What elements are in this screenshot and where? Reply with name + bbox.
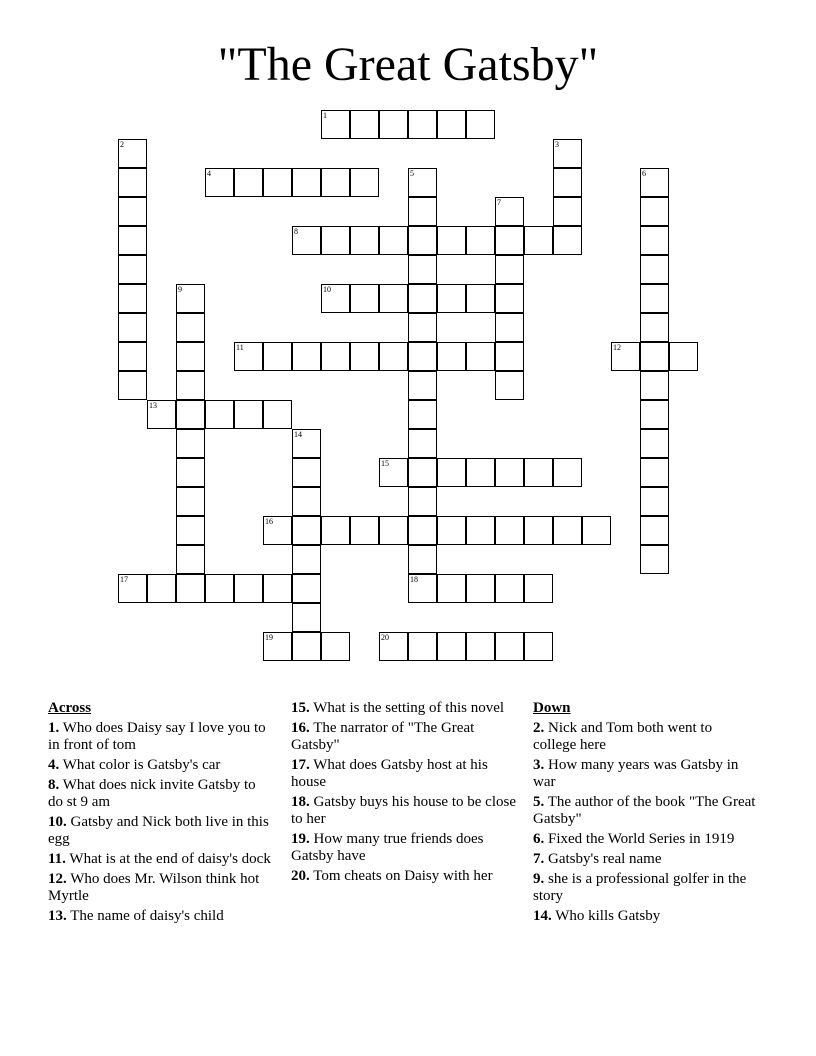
clue-text: Nick and Tom both went to college here	[533, 720, 713, 753]
clue-number: 7	[497, 198, 501, 207]
grid-cell[interactable]	[640, 371, 669, 400]
across-clues-continued	[291, 700, 517, 888]
down-clue	[533, 720, 759, 754]
grid-cell[interactable]	[118, 168, 147, 197]
grid-cell[interactable]	[408, 574, 437, 603]
grid-cell[interactable]	[524, 458, 553, 487]
grid-cell[interactable]	[495, 516, 524, 545]
grid-cell[interactable]	[234, 168, 263, 197]
grid-cell[interactable]	[553, 197, 582, 226]
grid-cell[interactable]	[640, 284, 669, 313]
clue-text: she is a professional golfer in the story	[533, 871, 747, 904]
clue-text: Who does Daisy say I love you to in front of tom	[48, 720, 266, 753]
grid-cell[interactable]	[292, 545, 321, 574]
clue-text: The author of the book "The Great Gatsby"	[533, 794, 756, 827]
grid-cell[interactable]	[379, 458, 408, 487]
grid-cell[interactable]	[495, 342, 524, 371]
clue-number: 14	[294, 430, 302, 439]
clue-number-label: 17.	[291, 757, 310, 773]
grid-cell[interactable]	[292, 516, 321, 545]
clue-text: Fixed the World Series in 1919	[548, 831, 735, 847]
grid-cell[interactable]	[408, 284, 437, 313]
clue-text: Who kills Gatsby	[555, 908, 661, 924]
grid-cell[interactable]	[176, 487, 205, 516]
grid-cell[interactable]	[437, 516, 466, 545]
grid-cell[interactable]	[466, 458, 495, 487]
grid-cell[interactable]	[582, 516, 611, 545]
clue-number-label: 19.	[291, 831, 310, 847]
grid-cell[interactable]	[669, 342, 698, 371]
down-clue	[533, 851, 759, 868]
grid-cell[interactable]	[466, 284, 495, 313]
grid-cell[interactable]	[524, 516, 553, 545]
clue-number: 4	[207, 169, 211, 178]
grid-cell[interactable]	[292, 168, 321, 197]
grid-cell[interactable]	[205, 574, 234, 603]
across-clue	[48, 814, 274, 848]
clue-text: What is the setting of this novel	[313, 700, 505, 716]
grid-cell[interactable]	[292, 458, 321, 487]
grid-cell[interactable]	[350, 110, 379, 139]
grid-cell[interactable]	[524, 574, 553, 603]
grid-cell[interactable]	[466, 632, 495, 661]
clue-number-label: 5.	[533, 794, 545, 810]
grid-cell[interactable]	[437, 284, 466, 313]
clue-number: 10	[323, 285, 331, 294]
grid-cell[interactable]	[640, 429, 669, 458]
clue-number-label: 8.	[48, 777, 60, 793]
grid-cell[interactable]	[292, 429, 321, 458]
clue-number-label: 9.	[533, 871, 545, 887]
clue-number-label: 1.	[48, 720, 60, 736]
clue-text: The name of daisy's child	[70, 908, 224, 924]
grid-cell[interactable]	[176, 371, 205, 400]
across-clue	[291, 720, 517, 754]
grid-cell[interactable]	[205, 168, 234, 197]
clue-number: 5	[410, 169, 414, 178]
grid-cell[interactable]	[263, 632, 292, 661]
clue-number: 15	[381, 459, 389, 468]
down-clue	[533, 757, 759, 791]
grid-cell[interactable]	[118, 342, 147, 371]
grid-cell[interactable]	[466, 574, 495, 603]
grid-cell[interactable]	[495, 574, 524, 603]
clue-number: 19	[265, 633, 273, 642]
grid-cell[interactable]	[553, 226, 582, 255]
down-heading: Down	[533, 700, 571, 716]
grid-cell[interactable]	[321, 226, 350, 255]
grid-cell[interactable]	[640, 487, 669, 516]
down-clue	[533, 831, 759, 848]
clue-number: 1	[323, 111, 327, 120]
grid-cell[interactable]	[176, 429, 205, 458]
clue-number: 3	[555, 140, 559, 149]
clue-text: The narrator of "The Great Gatsby"	[291, 720, 475, 753]
clue-number-label: 15.	[291, 700, 310, 716]
grid-cell[interactable]	[292, 603, 321, 632]
grid-cell[interactable]	[292, 226, 321, 255]
grid-cell[interactable]	[553, 516, 582, 545]
grid-cell[interactable]	[263, 516, 292, 545]
across-clue	[291, 831, 517, 865]
clue-number-label: 7.	[533, 851, 545, 867]
grid-cell[interactable]	[408, 545, 437, 574]
grid-cell[interactable]	[205, 400, 234, 429]
grid-cell[interactable]	[234, 342, 263, 371]
grid-cell[interactable]	[176, 574, 205, 603]
clue-number: 12	[613, 343, 621, 352]
grid-cell[interactable]	[437, 110, 466, 139]
grid-cell[interactable]	[118, 574, 147, 603]
clue-text: What is at the end of daisy's dock	[69, 851, 271, 867]
clue-text: Tom cheats on Daisy with her	[313, 868, 493, 884]
grid-cell[interactable]	[640, 342, 669, 371]
clue-text: Gatsby buys his house to be close to her	[291, 794, 516, 827]
grid-cell[interactable]	[379, 632, 408, 661]
grid-cell[interactable]	[176, 313, 205, 342]
across-heading: Across	[48, 700, 92, 716]
grid-cell[interactable]	[466, 110, 495, 139]
grid-cell[interactable]	[118, 255, 147, 284]
grid-cell[interactable]	[524, 226, 553, 255]
grid-cell[interactable]	[640, 255, 669, 284]
grid-cell[interactable]	[147, 400, 176, 429]
clue-number-label: 10.	[48, 814, 67, 830]
grid-cell[interactable]	[611, 342, 640, 371]
grid-cell[interactable]	[321, 284, 350, 313]
grid-cell[interactable]	[640, 545, 669, 574]
grid-cell[interactable]	[495, 632, 524, 661]
grid-cell[interactable]	[640, 226, 669, 255]
grid-cell[interactable]	[350, 226, 379, 255]
clue-text: What does Gatsby host at his house	[291, 757, 488, 790]
grid-cell[interactable]	[176, 458, 205, 487]
grid-cell[interactable]	[350, 284, 379, 313]
grid-cell[interactable]	[408, 429, 437, 458]
clue-number: 20	[381, 633, 389, 642]
grid-cell[interactable]	[408, 487, 437, 516]
grid-cell[interactable]	[640, 168, 669, 197]
grid-cell[interactable]	[495, 197, 524, 226]
grid-cell[interactable]	[408, 400, 437, 429]
clue-number-label: 14.	[533, 908, 552, 924]
clue-text: Gatsby's real name	[548, 851, 662, 867]
grid-cell[interactable]	[321, 632, 350, 661]
grid-cell[interactable]	[379, 516, 408, 545]
grid-cell[interactable]	[524, 632, 553, 661]
grid-cell[interactable]	[176, 545, 205, 574]
grid-cell[interactable]	[118, 313, 147, 342]
grid-cell[interactable]	[640, 400, 669, 429]
clue-text: What color is Gatsby's car	[62, 757, 221, 773]
grid-cell[interactable]	[495, 371, 524, 400]
across-clue	[48, 757, 274, 774]
grid-cell[interactable]	[408, 110, 437, 139]
down-clue	[533, 871, 759, 905]
grid-cell[interactable]	[321, 110, 350, 139]
grid-cell[interactable]	[234, 574, 263, 603]
clue-number: 16	[265, 517, 273, 526]
grid-cell[interactable]	[263, 342, 292, 371]
grid-cell[interactable]	[466, 516, 495, 545]
across-clue	[48, 777, 274, 811]
clue-text: Gatsby and Nick both live in this egg	[48, 814, 269, 847]
clue-number: 9	[178, 285, 182, 294]
grid-cell[interactable]	[234, 400, 263, 429]
across-clue	[48, 871, 274, 905]
grid-cell[interactable]	[495, 284, 524, 313]
grid-cell[interactable]	[408, 197, 437, 226]
clue-number-label: 20.	[291, 868, 310, 884]
down-clue	[533, 794, 759, 828]
across-clue	[48, 908, 274, 925]
clue-number-label: 16.	[291, 720, 310, 736]
clue-number: 13	[149, 401, 157, 410]
grid-cell[interactable]	[495, 255, 524, 284]
grid-cell[interactable]	[263, 168, 292, 197]
grid-cell[interactable]	[118, 371, 147, 400]
grid-cell[interactable]	[408, 371, 437, 400]
clue-number-label: 13.	[48, 908, 67, 924]
clue-number: 8	[294, 227, 298, 236]
grid-cell[interactable]	[466, 342, 495, 371]
clue-number: 11	[236, 343, 244, 352]
grid-cell[interactable]	[408, 458, 437, 487]
clue-number-label: 6.	[533, 831, 545, 847]
grid-cell[interactable]	[553, 168, 582, 197]
grid-cell[interactable]	[437, 574, 466, 603]
grid-cell[interactable]	[118, 139, 147, 168]
grid-cell[interactable]	[495, 226, 524, 255]
grid-cell[interactable]	[379, 110, 408, 139]
grid-cell[interactable]	[118, 197, 147, 226]
grid-cell[interactable]	[292, 342, 321, 371]
grid-cell[interactable]	[350, 342, 379, 371]
grid-cell[interactable]	[176, 342, 205, 371]
grid-cell[interactable]	[263, 400, 292, 429]
clue-number-label: 4.	[48, 757, 60, 773]
grid-cell[interactable]	[147, 574, 176, 603]
grid-cell[interactable]	[437, 226, 466, 255]
grid-cell[interactable]	[292, 632, 321, 661]
grid-cell[interactable]	[379, 342, 408, 371]
grid-cell[interactable]	[408, 342, 437, 371]
grid-cell[interactable]	[553, 458, 582, 487]
grid-cell[interactable]	[263, 574, 292, 603]
grid-cell[interactable]	[118, 284, 147, 313]
clue-text: Who does Mr. Wilson think hot Myrtle	[48, 871, 260, 904]
across-clue	[48, 720, 274, 754]
across-clue	[291, 757, 517, 791]
grid-cell[interactable]	[640, 516, 669, 545]
clue-number: 17	[120, 575, 128, 584]
clue-number-label: 12.	[48, 871, 67, 887]
clue-text: How many years was Gatsby in war	[533, 757, 739, 790]
grid-cell[interactable]	[321, 168, 350, 197]
grid-cell[interactable]	[350, 168, 379, 197]
clue-number-label: 2.	[533, 720, 545, 736]
across-clue	[291, 700, 517, 717]
grid-cell[interactable]	[437, 342, 466, 371]
grid-cell[interactable]	[118, 226, 147, 255]
clue-number-label: 18.	[291, 794, 310, 810]
grid-cell[interactable]	[408, 313, 437, 342]
grid-cell[interactable]	[379, 284, 408, 313]
grid-cell[interactable]	[437, 458, 466, 487]
clue-number: 18	[410, 575, 418, 584]
grid-cell[interactable]	[495, 458, 524, 487]
clue-text: How many true friends does Gatsby have	[291, 831, 484, 864]
down-clue	[533, 908, 759, 925]
grid-cell[interactable]	[408, 168, 437, 197]
grid-cell[interactable]	[321, 516, 350, 545]
grid-cell[interactable]	[408, 632, 437, 661]
grid-cell[interactable]	[408, 226, 437, 255]
down-clues	[533, 700, 759, 928]
clue-text: What does nick invite Gatsby to do st 9 am	[48, 777, 256, 810]
puzzle-title: "The Great Gatsby"	[217, 38, 599, 91]
grid-cell[interactable]	[321, 342, 350, 371]
grid-cell[interactable]	[292, 574, 321, 603]
grid-cell[interactable]	[553, 139, 582, 168]
grid-cell[interactable]	[437, 632, 466, 661]
clue-number-label: 3.	[533, 757, 545, 773]
grid-cell[interactable]	[495, 313, 524, 342]
grid-cell[interactable]	[176, 516, 205, 545]
grid-cell[interactable]	[466, 226, 495, 255]
clue-number: 2	[120, 140, 124, 149]
clue-number-label: 11.	[48, 851, 66, 867]
grid-cell[interactable]	[176, 284, 205, 313]
grid-cell[interactable]	[640, 313, 669, 342]
grid-cell[interactable]	[292, 487, 321, 516]
grid-cell[interactable]	[379, 226, 408, 255]
grid-cell[interactable]	[640, 197, 669, 226]
grid-cell[interactable]	[408, 516, 437, 545]
across-clue	[291, 868, 517, 885]
grid-cell[interactable]	[408, 255, 437, 284]
grid-cell[interactable]	[176, 400, 205, 429]
across-clue	[291, 794, 517, 828]
grid-cell[interactable]	[350, 516, 379, 545]
across-clue	[48, 851, 274, 868]
clue-number: 6	[642, 169, 646, 178]
across-clues	[48, 700, 274, 928]
grid-cell[interactable]	[640, 458, 669, 487]
